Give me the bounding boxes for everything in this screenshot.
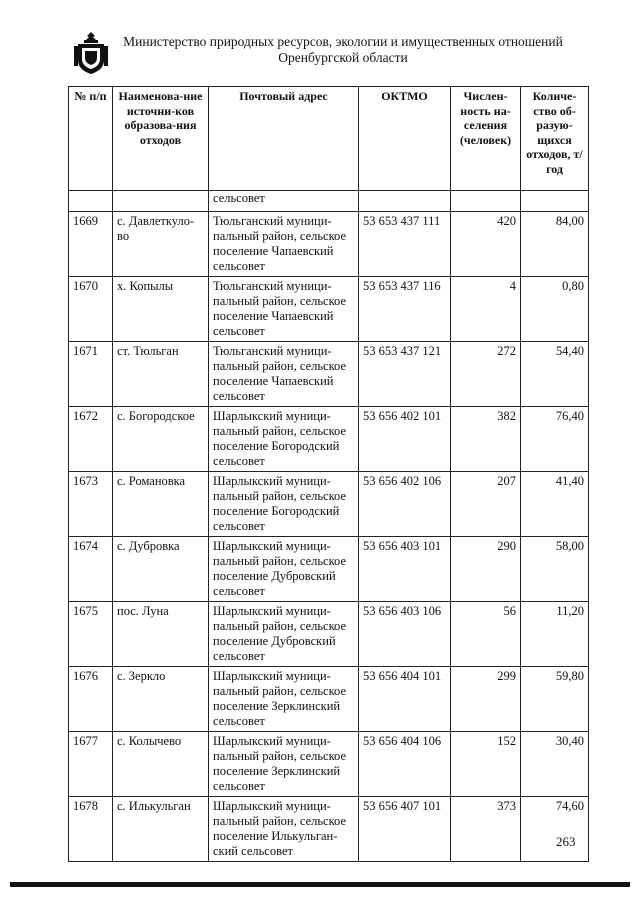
population-cell: 56 xyxy=(451,602,521,667)
source-name-cell: ст. Тюльган xyxy=(113,342,209,407)
source-name-cell: пос. Луна xyxy=(113,602,209,667)
table-row xyxy=(69,667,589,732)
waste-amount-cell: 58,00 xyxy=(521,537,589,602)
table-row xyxy=(69,602,589,667)
row-number-cell: 1669 xyxy=(69,212,113,277)
table-row xyxy=(69,277,589,342)
oktmo-code-cell: 53 656 403 101 xyxy=(359,537,451,602)
table-row xyxy=(69,797,589,862)
row-number-cell: 1674 xyxy=(69,537,113,602)
col-header-source-name: Наименова-ние источни-ков образова-ния отходов xyxy=(113,87,209,191)
postal-address-cell: Тюльганский муници-пальный район, сельское поселение Чапаевский сельсовет xyxy=(209,342,359,407)
oktmo-code-cell: 53 653 437 116 xyxy=(359,277,451,342)
source-name-cell: с. Зеркло xyxy=(113,667,209,732)
postal-address-cell: Шарлыкский муници-пальный район, сельское поселение Богородский сельсовет xyxy=(209,472,359,537)
continuation-text: сельсовет xyxy=(209,191,359,212)
population-cell: 373 xyxy=(451,797,521,862)
source-name-cell: с. Дубровка xyxy=(113,537,209,602)
population-cell: 4 xyxy=(451,277,521,342)
col-header-number: № п/п xyxy=(69,87,113,191)
col-header-postal-address: Почтовый адрес xyxy=(209,87,359,191)
oktmo-code-cell: 53 653 437 111 xyxy=(359,212,451,277)
source-name-cell: с. Богородское xyxy=(113,407,209,472)
source-name-cell: с. Колычево xyxy=(113,732,209,797)
table-row xyxy=(69,472,589,537)
row-number-cell: 1673 xyxy=(69,472,113,537)
source-name-cell: с. Романовка xyxy=(113,472,209,537)
header-line-2: Оренбургской области xyxy=(278,50,408,65)
source-name-cell: с. Давлеткуло-во xyxy=(113,212,209,277)
coat-of-arms-icon xyxy=(72,30,110,76)
waste-amount-cell: 54,40 xyxy=(521,342,589,407)
waste-sources-table xyxy=(68,86,589,862)
postal-address-cell: Шарлыкский муници-пальный район, сельское поселение Дубровский сельсовет xyxy=(209,537,359,602)
postal-address-cell: Шарлыкский муници-пальный район, сельское поселение Зерклинский сельсовет xyxy=(209,667,359,732)
row-number-cell: 1677 xyxy=(69,732,113,797)
waste-amount-cell: 41,40 xyxy=(521,472,589,537)
row-number-cell: 1678 xyxy=(69,797,113,862)
table-row xyxy=(69,342,589,407)
waste-amount-cell: 0,80 xyxy=(521,277,589,342)
population-cell: 272 xyxy=(451,342,521,407)
source-name-cell: с. Илькульган xyxy=(113,797,209,862)
postal-address-cell: Шарлыкский муници-пальный район, сельское поселение Илькульган-ский сельсовет xyxy=(209,797,359,862)
waste-amount-cell: 11,20 xyxy=(521,602,589,667)
table-row xyxy=(69,732,589,797)
row-number-cell: 1672 xyxy=(69,407,113,472)
population-cell: 382 xyxy=(451,407,521,472)
col-header-oktmo: ОКТМО xyxy=(359,87,451,191)
table-row xyxy=(69,212,589,277)
header-line-1: Министерство природных ресурсов, экологии и имущественных отношений xyxy=(123,34,563,49)
postal-address-cell: Тюльганский муници-пальный район, сельское поселение Чапаевский сельсовет xyxy=(209,212,359,277)
population-cell: 290 xyxy=(451,537,521,602)
postal-address-cell: Шарлыкский муници-пальный район, сельское поселение Дубровский сельсовет xyxy=(209,602,359,667)
oktmo-code-cell: 53 656 404 106 xyxy=(359,732,451,797)
col-header-population: Числен-ность на-селения (человек) xyxy=(451,87,521,191)
source-name-cell: х. Копылы xyxy=(113,277,209,342)
oktmo-code-cell: 53 656 402 106 xyxy=(359,472,451,537)
waste-amount-cell: 59,80 xyxy=(521,667,589,732)
population-cell: 420 xyxy=(451,212,521,277)
col-header-waste-amount: Количе-ство об-разую-щихся отходов, т/год xyxy=(521,87,589,191)
oktmo-code-cell: 53 653 437 121 xyxy=(359,342,451,407)
footer-rule xyxy=(10,882,630,887)
table-row xyxy=(69,407,589,472)
table-row xyxy=(69,537,589,602)
population-cell: 299 xyxy=(451,667,521,732)
continuation-row xyxy=(69,191,589,212)
population-cell: 152 xyxy=(451,732,521,797)
postal-address-cell: Шарлыкский муници-пальный район, сельское поселение Богородский сельсовет xyxy=(209,407,359,472)
row-number-cell: 1670 xyxy=(69,277,113,342)
waste-amount-cell: 84,00 xyxy=(521,212,589,277)
row-number-cell: 1676 xyxy=(69,667,113,732)
postal-address-cell: Шарлыкский муници-пальный район, сельское поселение Зерклинский сельсовет xyxy=(209,732,359,797)
table-header-row xyxy=(69,87,589,191)
page-number: 263 xyxy=(556,834,576,849)
oktmo-code-cell: 53 656 402 101 xyxy=(359,407,451,472)
waste-amount-cell: 74,60 xyxy=(521,797,589,862)
oktmo-code-cell: 53 656 407 101 xyxy=(359,797,451,862)
waste-amount-cell: 30,40 xyxy=(521,732,589,797)
postal-address-cell: Тюльганский муници-пальный район, сельское поселение Чапаевский сельсовет xyxy=(209,277,359,342)
row-number-cell: 1675 xyxy=(69,602,113,667)
oktmo-code-cell: 53 656 404 101 xyxy=(359,667,451,732)
waste-amount-cell: 76,40 xyxy=(521,407,589,472)
ministry-header xyxy=(118,34,568,66)
oktmo-code-cell: 53 656 403 106 xyxy=(359,602,451,667)
population-cell: 207 xyxy=(451,472,521,537)
row-number-cell: 1671 xyxy=(69,342,113,407)
